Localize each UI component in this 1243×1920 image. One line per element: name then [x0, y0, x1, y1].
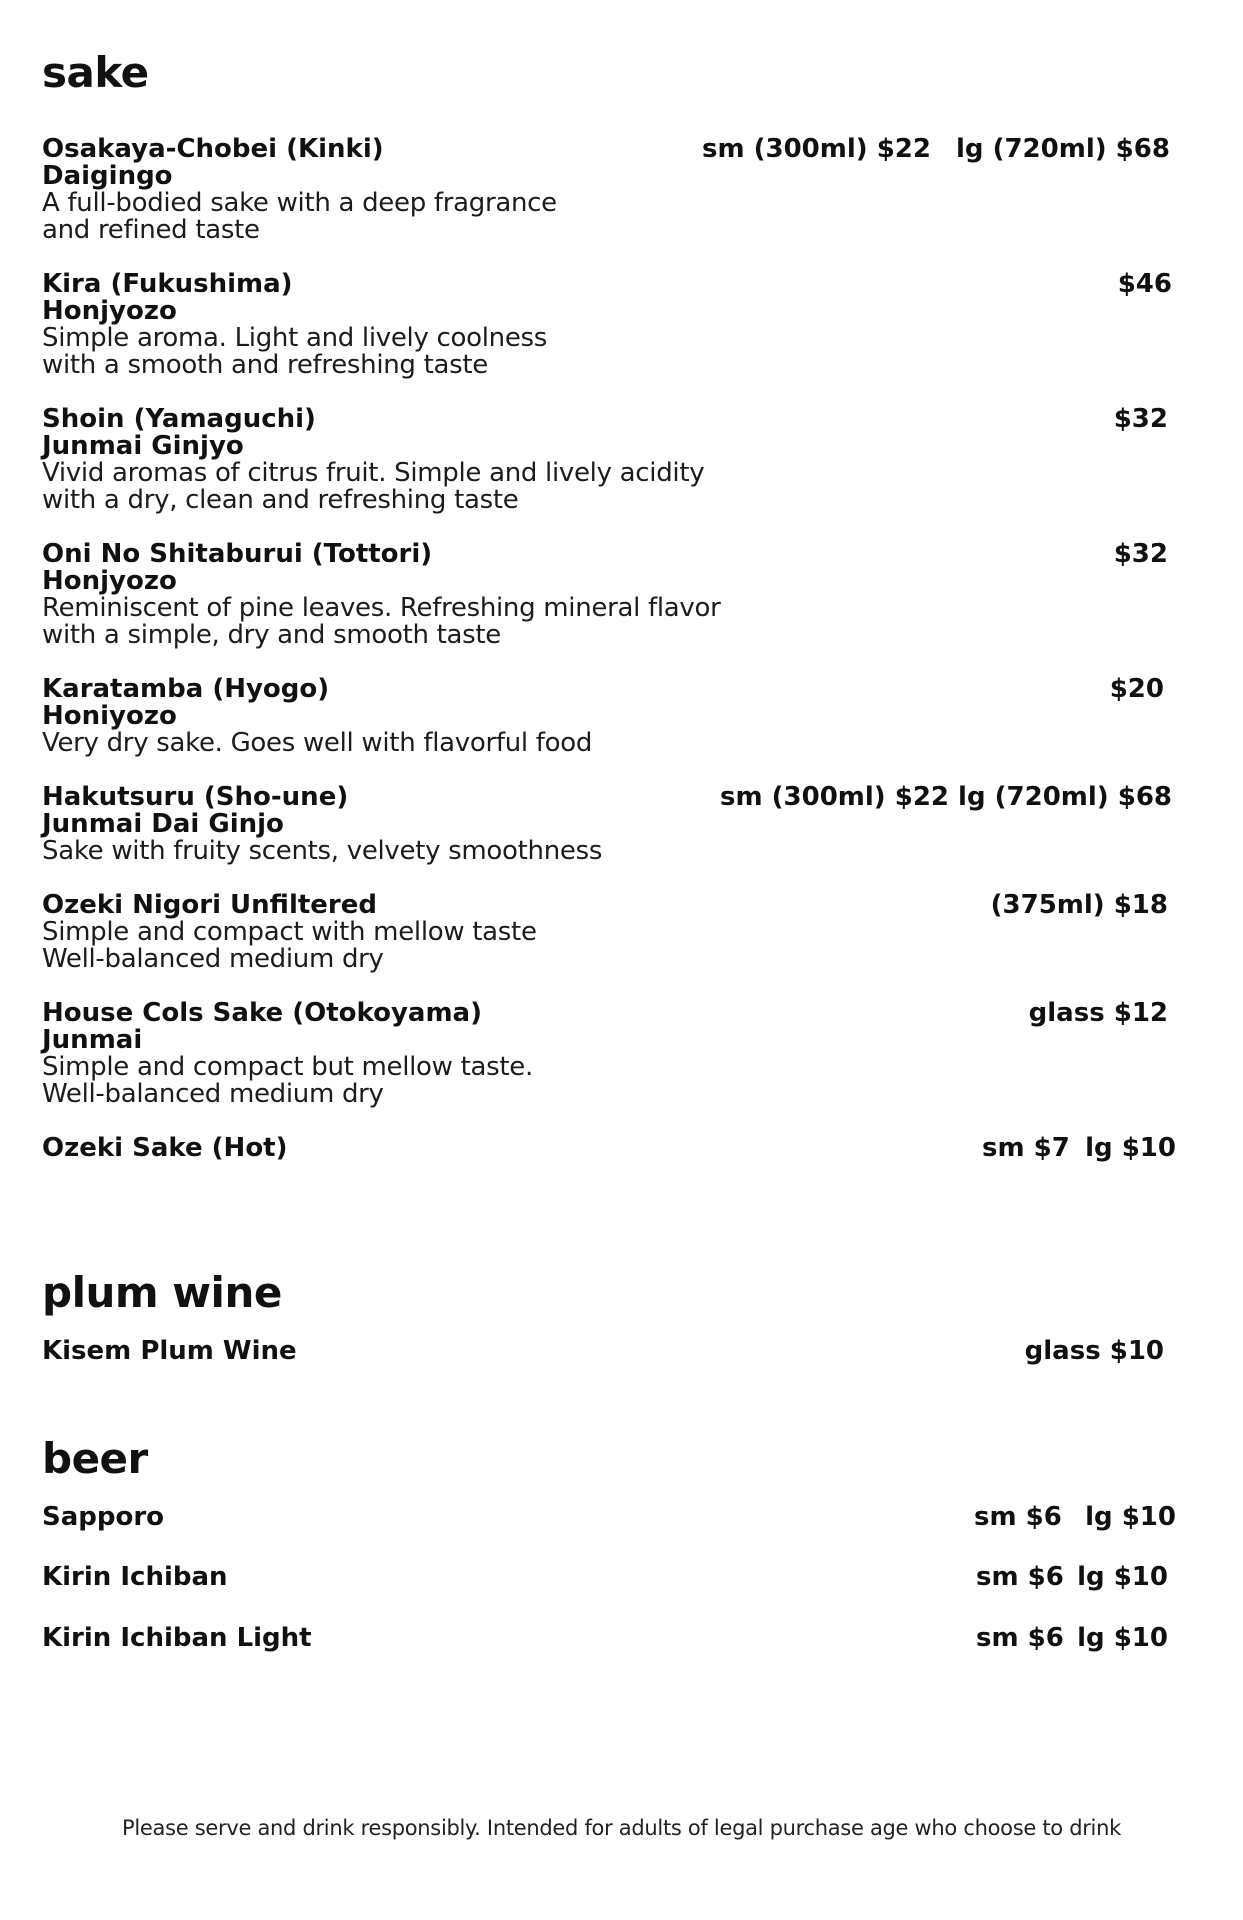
- item-name: Kira (Fukushima): [42, 269, 293, 299]
- item-name: Karatamba (Hyogo): [42, 674, 330, 704]
- item-price: $20: [1109, 674, 1164, 704]
- menu-item-karatamba: [42, 676, 1192, 757]
- menu-item-ozeki-nigori: [42, 892, 1192, 973]
- item-price-small: sm $7: [982, 1133, 1070, 1163]
- item-name: Ozeki Sake (Hot): [42, 1133, 288, 1163]
- menu-item-sapporo: [42, 1504, 1192, 1531]
- item-name: Oni No Shitaburui (Tottori): [42, 539, 433, 569]
- item-price: $32: [1113, 539, 1168, 569]
- item-name: House Cols Sake (Otokoyama): [42, 998, 482, 1028]
- section-title-sake: sake: [42, 48, 149, 97]
- item-name: Hakutsuru (Sho-une): [42, 782, 349, 812]
- item-price: sm (300ml) $22 lg (720ml) $68: [720, 782, 1172, 812]
- section-title-beer: beer: [42, 1434, 148, 1483]
- item-description: with a simple, dry and smooth taste: [42, 620, 501, 650]
- responsible-drinking-notice: Please serve and drink responsibly. Intended for adults of legal purchase age who choose to drink: [122, 1816, 1121, 1840]
- item-type: Honiyozo: [42, 701, 177, 731]
- item-name: Osakaya-Chobei (Kinki): [42, 134, 384, 164]
- item-description: Simple aroma. Light and lively coolness: [42, 323, 548, 353]
- menu-item-kisem-plum-wine: [42, 1338, 1192, 1365]
- item-price: glass $10: [1024, 1336, 1164, 1366]
- item-type: Honjyozo: [42, 296, 177, 326]
- item-name: Kisem Plum Wine: [42, 1336, 297, 1366]
- item-price: $32: [1113, 404, 1168, 434]
- item-description: Well-balanced medium dry: [42, 944, 384, 974]
- item-name: Kirin Ichiban Light: [42, 1623, 312, 1653]
- menu-item-kirin-ichiban-light: [42, 1625, 1192, 1652]
- item-price-small: sm $6: [976, 1562, 1064, 1592]
- item-description: Well-balanced medium dry: [42, 1079, 384, 1109]
- item-type: Honjyozo: [42, 566, 177, 596]
- item-description: Simple and compact but mellow taste.: [42, 1052, 533, 1082]
- item-name: Ozeki Nigori Unfiltered: [42, 890, 377, 920]
- item-description: Sake with fruity scents, velvety smoothness: [42, 836, 603, 866]
- item-description: Reminiscent of pine leaves. Refreshing mineral flavor: [42, 593, 721, 623]
- item-type: Junmai Dai Ginjo: [42, 809, 284, 839]
- item-name: Sapporo: [42, 1502, 165, 1532]
- item-price-large: lg $10: [1085, 1133, 1176, 1163]
- menu-item-oni-no-shitaburui: [42, 541, 1192, 649]
- item-description: A full-bodied sake with a deep fragrance: [42, 188, 557, 218]
- item-price-large: lg $10: [1077, 1562, 1168, 1592]
- item-type: Daigingo: [42, 161, 173, 191]
- item-price-small: sm (300ml) $22: [702, 134, 931, 164]
- item-description: with a smooth and refreshing taste: [42, 350, 488, 380]
- menu-item-ozeki-sake-hot: [42, 1135, 1192, 1162]
- menu-item-kira: [42, 271, 1192, 379]
- item-price-small: sm $6: [974, 1502, 1062, 1532]
- item-price: $46: [1117, 269, 1172, 299]
- menu-item-kirin-ichiban: [42, 1564, 1192, 1591]
- item-price-large: lg (720ml) $68: [956, 134, 1170, 164]
- menu-item-shoin: [42, 406, 1192, 514]
- item-description: Simple and compact with mellow taste: [42, 917, 537, 947]
- item-name: Kirin Ichiban: [42, 1562, 228, 1592]
- section-title-plum-wine: plum wine: [42, 1268, 282, 1317]
- item-price-large: lg $10: [1085, 1502, 1176, 1532]
- menu-item-hakutsuru: [42, 784, 1192, 865]
- item-name: Shoin (Yamaguchi): [42, 404, 316, 434]
- item-description: with a dry, clean and refreshing taste: [42, 485, 519, 515]
- item-description: Very dry sake. Goes well with flavorful food: [42, 728, 593, 758]
- item-type: Junmai: [42, 1025, 143, 1055]
- item-description: and refined taste: [42, 215, 260, 245]
- item-price-small: sm $6: [976, 1623, 1064, 1653]
- item-price: glass $12: [1028, 998, 1168, 1028]
- item-description: Vivid aromas of citrus fruit. Simple and lively acidity: [42, 458, 705, 488]
- item-type: Junmai Ginjyo: [42, 431, 244, 461]
- menu-item-house-cols-sake: [42, 1000, 1192, 1108]
- item-price: (375ml) $18: [990, 890, 1168, 920]
- menu-item-osakaya-chobei: [42, 136, 1192, 244]
- item-price-large: lg $10: [1077, 1623, 1168, 1653]
